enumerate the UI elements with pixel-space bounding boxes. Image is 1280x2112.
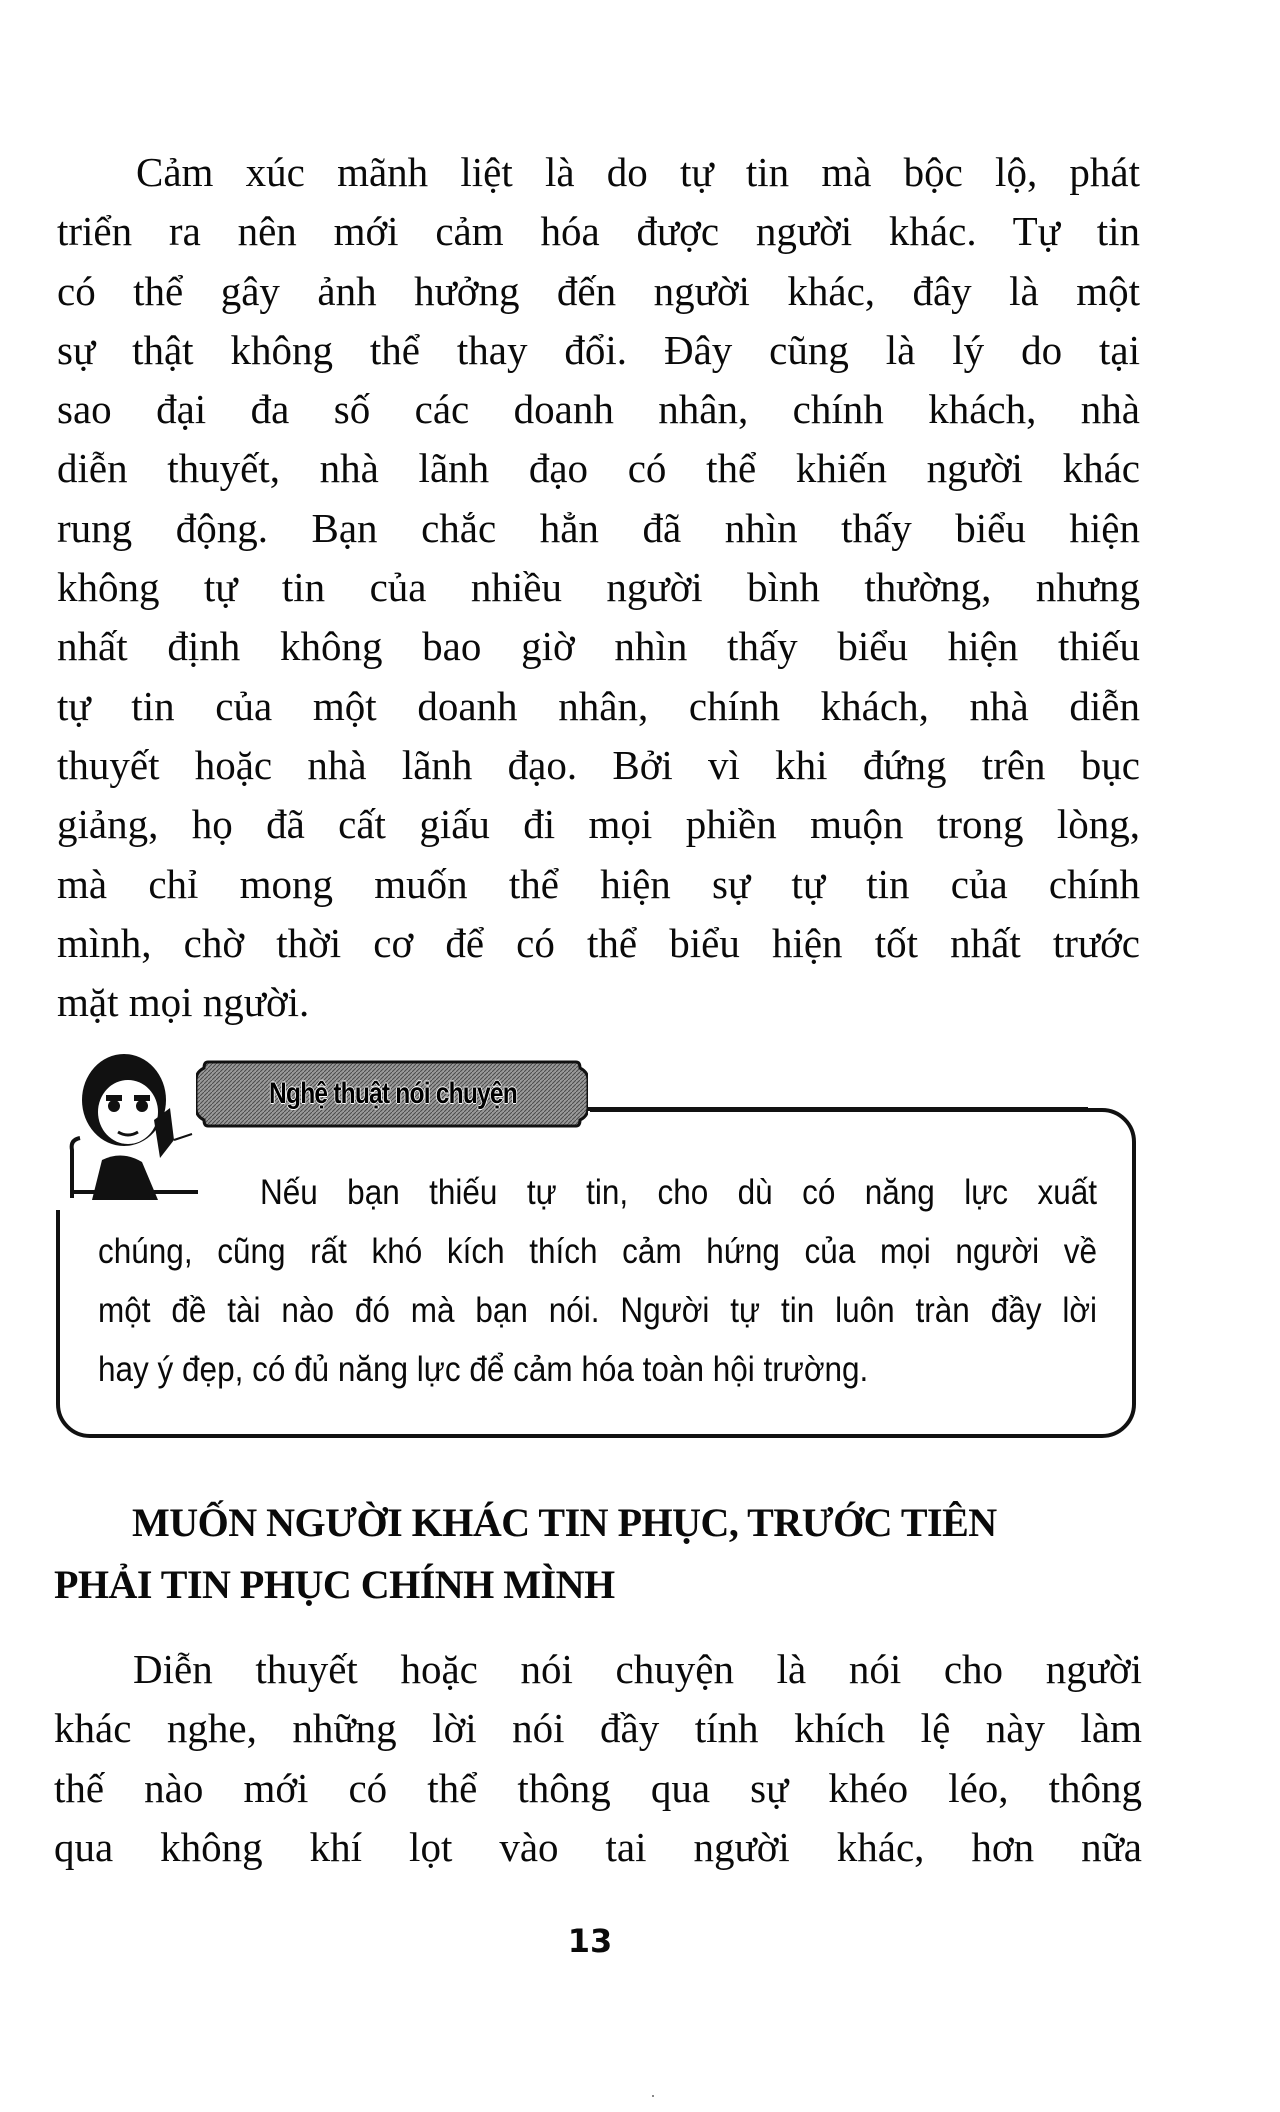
- text-line: rung động. Bạn chắc hẳn đã nhìn thấy biểu hiện: [57, 504, 1140, 551]
- text-line: không tự tin của nhiều người bình thường, nhưng: [57, 564, 1140, 611]
- tip-box-top-line: [588, 1106, 1088, 1112]
- text-line: mà chỉ mong muốn thể hiện sự tự tin của chính: [57, 860, 1140, 907]
- text-line: sao đại đa số các doanh nhân, chính khách, nhà: [57, 386, 1140, 433]
- scan-speck: [652, 2095, 654, 2097]
- text-line: mặt mọi người.: [57, 979, 310, 1026]
- text-line: Cảm xúc mãnh liệt là do tự tin mà bộc lộ, phát: [136, 149, 1140, 195]
- text-line: triển ra nên mới cảm hóa được người khác. Tự tin: [57, 208, 1140, 255]
- text-line: thế nào mới có thể thông qua sự khéo léo, thông: [54, 1764, 1142, 1811]
- tip-line: Nếu bạn thiếu tự tin, cho dù có năng lực xuất: [260, 1173, 1097, 1212]
- text-line: khác nghe, những lời nói đầy tính khích lệ này làm: [54, 1705, 1142, 1752]
- text-line: tự tin của một doanh nhân, chính khách, nhà diễn: [57, 682, 1140, 729]
- heading-line: MUỐN NGƯỜI KHÁC TIN PHỤC, TRƯỚC TIÊN: [132, 1500, 997, 1545]
- text-line: mình, chờ thời cơ để có thể biểu hiện tốt nhất trước: [57, 919, 1140, 966]
- tip-line: chúng, cũng rất khó kích thích cảm hứng của mọi người về: [98, 1232, 1097, 1271]
- text-line: sự thật không thể thay đổi. Đây cũng là lý do tại: [57, 326, 1140, 373]
- tip-line: hay ý đẹp, có đủ năng lực để cảm hóa toàn hội trường.: [98, 1350, 869, 1389]
- text-line: diễn thuyết, nhà lãnh đạo có thể khiến người khác: [57, 445, 1140, 492]
- text-line: có thể gây ảnh hưởng đến người khác, đây là một: [57, 267, 1140, 314]
- text-line: Diễn thuyết hoặc nói chuyện là nói cho người: [133, 1646, 1142, 1692]
- text-line: giảng, họ đã cất giấu đi mọi phiền muộn trong lòng,: [57, 801, 1140, 848]
- tip-text: [98, 1163, 1097, 1399]
- body-paragraph-2: [54, 1640, 1142, 1877]
- text-line: qua không khí lọt vào tai người khác, hơn nữa: [54, 1823, 1142, 1870]
- tip-label: Nghệ thuật nói chuyện: [269, 1077, 517, 1110]
- section-heading: [54, 1492, 1144, 1616]
- text-line: nhất định không bao giờ nhìn thấy biểu hiện thiếu: [57, 623, 1140, 670]
- body-paragraph-1: [57, 143, 1140, 1032]
- tip-line: một đề tài nào đó mà bạn nói. Người tự tin luôn tràn đầy lời: [98, 1291, 1097, 1330]
- page-number: 13: [567, 1922, 613, 1960]
- heading-line: PHẢI TIN PHỤC CHÍNH MÌNH: [54, 1562, 615, 1607]
- text-line: thuyết hoặc nhà lãnh đạo. Bởi vì khi đứng trên bục: [57, 741, 1140, 788]
